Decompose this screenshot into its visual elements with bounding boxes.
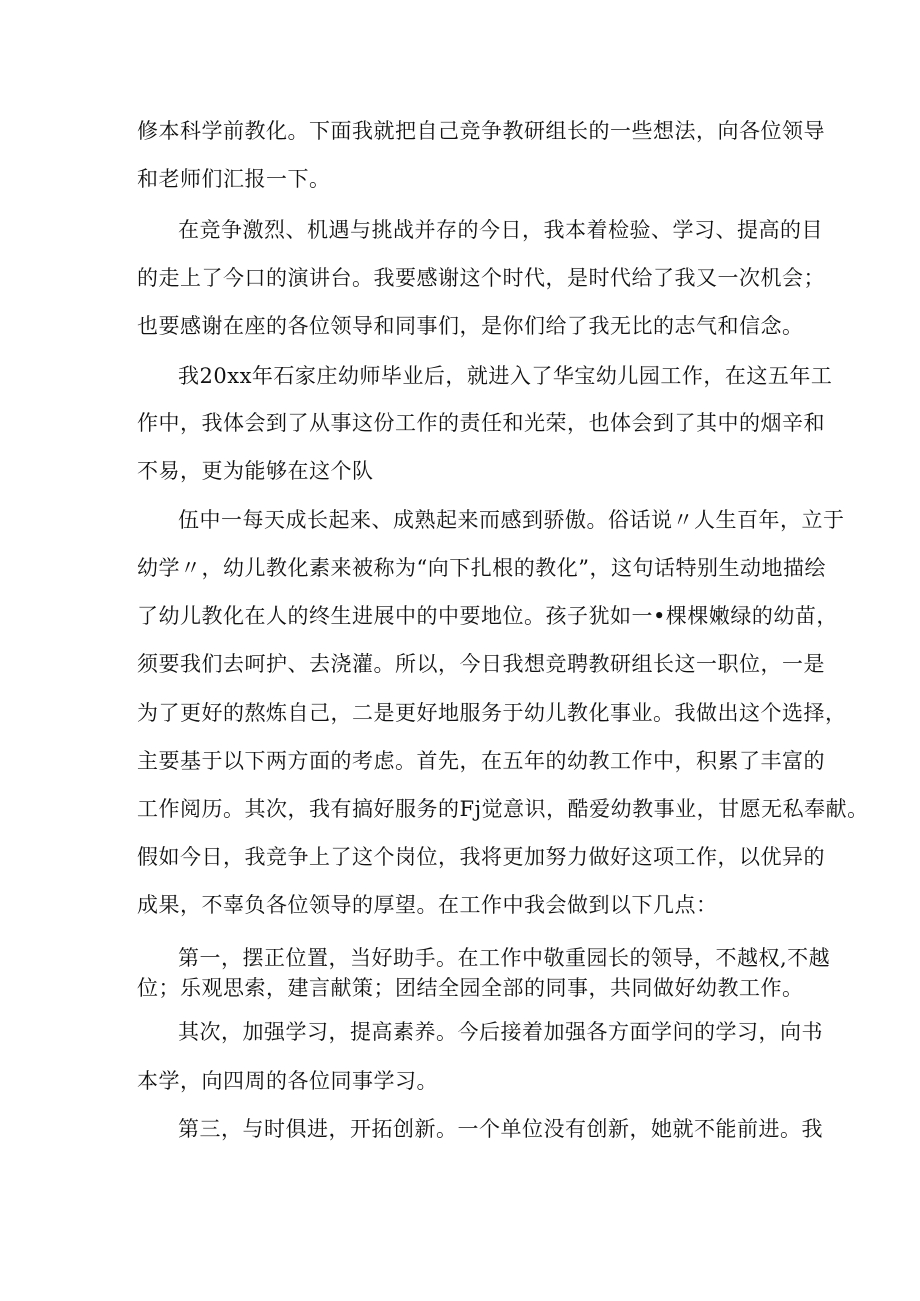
text-line: 主要基于以下两方面的考虑。首先，在五年的幼教工作中，积累了丰富的 <box>137 749 825 773</box>
text-line: 假如今日，我竞争上了这个岗位，我将更加努力做好这项工作，以优异的 <box>137 845 825 869</box>
text-line: 的走上了今口的演讲台。我要感谢这个时代，是时代给了我又一次机会； <box>137 266 825 290</box>
text-line: 也要感谢在座的各位领导和同事们，是你们给了我无比的志气和信念。 <box>137 314 804 338</box>
text-line: 和老师们汇报一下。 <box>137 167 331 191</box>
text-line: 幼学〃，幼儿教化素来被称为“向下扎根的教化”，这句话特别生动地描绘 <box>137 556 826 580</box>
text-line: 作中，我体会到了从事这份工作的责任和光荣，也体会到了其中的烟辛和 <box>137 411 825 435</box>
text-line: 位；乐观思索，建言献策；团结全园全部的同事，共同做好幼教工作。 <box>137 976 804 1000</box>
text-line: 本学，向四周的各位同事学习。 <box>137 1069 438 1093</box>
text-line: 了幼儿教化在人的终生进展中的中要地位。孩子犹如一•棵棵嫩绿的幼苗， <box>137 604 838 628</box>
text-line: 在竞争激烈、机遇与挑战并存的今日，我本着检验、学习、提高的目 <box>178 218 823 242</box>
text-line: 第三，与时俱进，开拓创新。一个单位没有创新，她就不能前进。我 <box>178 1117 823 1141</box>
text-line: 第一，摆正位置，当好助手。在工作中敬重园长的领导，不越权,不越 <box>178 946 831 970</box>
text-line: 工作阅历。其次，我有搞好服务的Fj觉意识，酷爱幼教事业，甘愿无私奉献。 <box>137 797 869 821</box>
text-line: 不易，更为能够在这个队 <box>137 459 374 483</box>
text-line: 修本科学前教化。下面我就把自己竞争教研组长的一些想法，向各位领导 <box>137 119 825 143</box>
text-line: 须要我们去呵护、去浇灌。所以，今日我想竞聘教研组长这一职位，一是 <box>137 652 825 676</box>
text-line: 成果，不辜负各位领导的厚望。在工作中我会做到以下几点： <box>137 893 718 917</box>
text-line: 我20xx年石家庄幼师毕业后，就进入了华宝幼儿园工作，在这五年工 <box>178 364 833 388</box>
text-line: 伍中一每天成长起来、成熟起来而感到骄傲。俗话说〃人生百年，立于 <box>178 508 845 532</box>
text-line: 为了更好的熬炼自己，二是更好地服务于幼儿教化事业。我做出这个选择， <box>137 701 847 725</box>
text-line: 其次，加强学习，提高素养。今后接着加强各方面学问的学习，向书 <box>178 1020 823 1044</box>
